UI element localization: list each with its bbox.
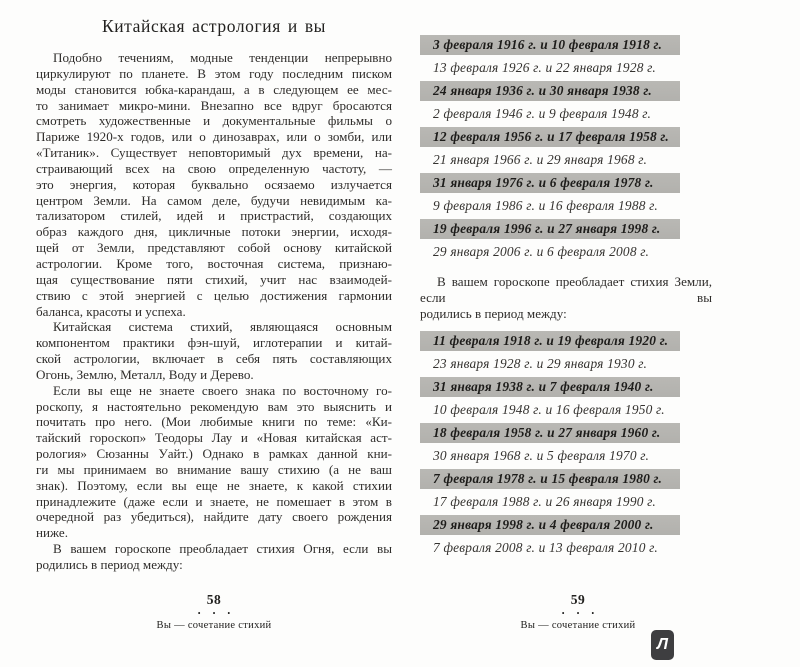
- text-line: принадлежите (даже если и знаете, не помешает в этом в: [36, 493, 392, 509]
- text-line: компонентом практики фэн-шуй, иглотерапии и китай-: [36, 335, 392, 351]
- text-line: родились в период между:: [420, 305, 567, 321]
- text-line: ствию с этой энергией с целью достижения гармонии: [36, 287, 392, 303]
- date-range-row: 12 февраля 1956 г. и 17 февраля 1958 г.: [420, 127, 680, 147]
- left-page-footer: [36, 592, 392, 631]
- left-footer-caption: Вы — сочетание стихий: [156, 620, 272, 631]
- text-line: роскопу, я настоятельно рекомендую вам это выяснить и: [36, 398, 392, 414]
- text-line: щей от Земли, представляют собой основу китайской: [36, 240, 392, 256]
- date-range-row: 31 января 1938 г. и 7 февраля 1940 г.: [420, 377, 680, 397]
- right-footer-caption: Вы — сочетание стихий: [520, 620, 636, 631]
- left-page-number: 58: [206, 592, 222, 607]
- text-line: циркулируют по планете. В этом году последним писком: [36, 65, 392, 81]
- text-line: образ каждого дня, цикличные потоки энергии, исходя-: [36, 224, 392, 240]
- text-line: смотреть художественные и документальные фильмы о: [36, 113, 392, 129]
- text-line: Китайская система стихий, являющаяся основным: [53, 319, 392, 335]
- date-range-row: 10 февраля 1948 г. и 16 февраля 1950 г.: [433, 401, 665, 417]
- labirint-logo-watermark: [651, 630, 674, 660]
- text-line: почитать про него. (Мои любимые книги по теме: «Ки-: [36, 414, 392, 430]
- date-range-row: 29 января 2006 г. и 6 февраля 2008 г.: [433, 244, 650, 259]
- chapter-title: Китайская астрология и вы: [101, 16, 327, 36]
- date-range-row: 3 февраля 1916 г. и 10 февраля 1918 г.: [420, 35, 680, 55]
- footer-dots-ornament: • • •: [561, 609, 600, 618]
- date-range-row: 30 января 1968 г. и 5 февраля 1970 г.: [433, 447, 650, 463]
- text-line: ниже.: [36, 525, 68, 541]
- text-line: щая существование пяти стихий, учит нас взаимодей-: [36, 271, 392, 287]
- text-line: Подобно течениям, модные тенденции непрерывно: [53, 50, 392, 65]
- date-range-row: 7 февраля 2008 г. и 13 февраля 2010 г.: [433, 539, 658, 555]
- text-line: тайский гороскоп» Теодоры Лау и «Новая китайская аст-: [36, 430, 392, 446]
- text-line: тализатором стилей, идей и пристрастий, создающих: [36, 208, 392, 224]
- left-page: [36, 16, 392, 573]
- text-line: очередной раз убедиться), найдите дату своего рождения: [36, 509, 392, 525]
- date-range-row: 7 февраля 1978 г. и 15 февраля 1980 г.: [420, 469, 680, 489]
- date-range-row: 13 февраля 1926 г. и 22 января 1928 г.: [433, 60, 656, 75]
- date-range-row: 11 февраля 1918 г. и 19 февраля 1920 г.: [420, 331, 680, 351]
- text-line: Париже 1920-х годов, или о динозаврах, или о зомби, или: [36, 129, 392, 145]
- text-line: Если вы еще не знаете своего знака по восточному го-: [53, 382, 392, 398]
- date-range-row: 18 февраля 1958 г. и 27 января 1960 г.: [420, 423, 680, 443]
- text-line: «Титаник». Существует неповторимый дух времени, на-: [36, 145, 392, 161]
- earth-dates-list: [420, 331, 712, 558]
- text-line: страивающий всех на свою определенную частоту, —: [36, 160, 392, 176]
- right-page-number: 59: [570, 592, 586, 607]
- logo-letter: Л: [657, 636, 668, 653]
- text-line: это энергия, которая буквально осязаемо излучается: [36, 176, 392, 192]
- earth-intro: [420, 274, 712, 322]
- date-range-row: 29 января 1998 г. и 4 февраля 2000 г.: [420, 515, 680, 535]
- date-range-row: 17 февраля 1988 г. и 26 января 1990 г.: [433, 493, 656, 509]
- text-line: центром Земли. На самом деле, будучи невидимым ка-: [36, 192, 392, 208]
- date-range-row: 31 января 1976 г. и 6 февраля 1978 г.: [420, 173, 680, 193]
- right-page-footer: [428, 592, 728, 631]
- text-line: знак). Поэтому, если вы еще не знаете, к какой стихии: [36, 477, 392, 493]
- text-line: ги мы принимаем во внимание вашу стихию (а не ваш: [36, 461, 392, 477]
- text-line: Огонь, Землю, Металл, Воду и Дерево.: [36, 366, 254, 382]
- right-page: [420, 31, 712, 561]
- footer-dots-ornament: • • •: [197, 609, 236, 618]
- text-line: то занимает микро-мини. Внезапно все вдруг бросаются: [36, 97, 392, 113]
- text-line: баланса, красоты и успеха.: [36, 303, 186, 319]
- date-range-row: 19 февраля 1996 г. и 27 января 1998 г.: [420, 219, 680, 239]
- left-page-body: [36, 50, 392, 573]
- date-range-row: 2 февраля 1946 г. и 9 февраля 1948 г.: [433, 106, 652, 121]
- text-line: В вашем гороскопе преобладает стихия Огня, если вы: [53, 541, 392, 557]
- text-line: ской астрологии, включает в себя пять составляющих: [36, 351, 392, 367]
- text-line: моды становится юбка-карандаш, а в следующем ее мес-: [36, 81, 392, 97]
- date-range-row: 9 февраля 1986 г. и 16 февраля 1988 г.: [433, 198, 658, 213]
- fire-dates-list: [420, 35, 712, 262]
- text-line: рология» Сюзанны Уайт.) Однако в рамках данной кни-: [36, 446, 392, 462]
- date-range-row: 24 января 1936 г. и 30 января 1938 г.: [420, 81, 680, 101]
- date-range-row: 21 января 1966 г. и 29 января 1968 г.: [433, 152, 648, 167]
- text-line: астрологии. Кроме того, восточная система, признаю-: [36, 255, 392, 271]
- date-range-row: 23 января 1928 г. и 29 января 1930 г.: [433, 355, 648, 371]
- text-line: В вашем гороскопе преобладает стихия Земли, если вы: [420, 274, 712, 305]
- text-line: родились в период между:: [36, 557, 183, 572]
